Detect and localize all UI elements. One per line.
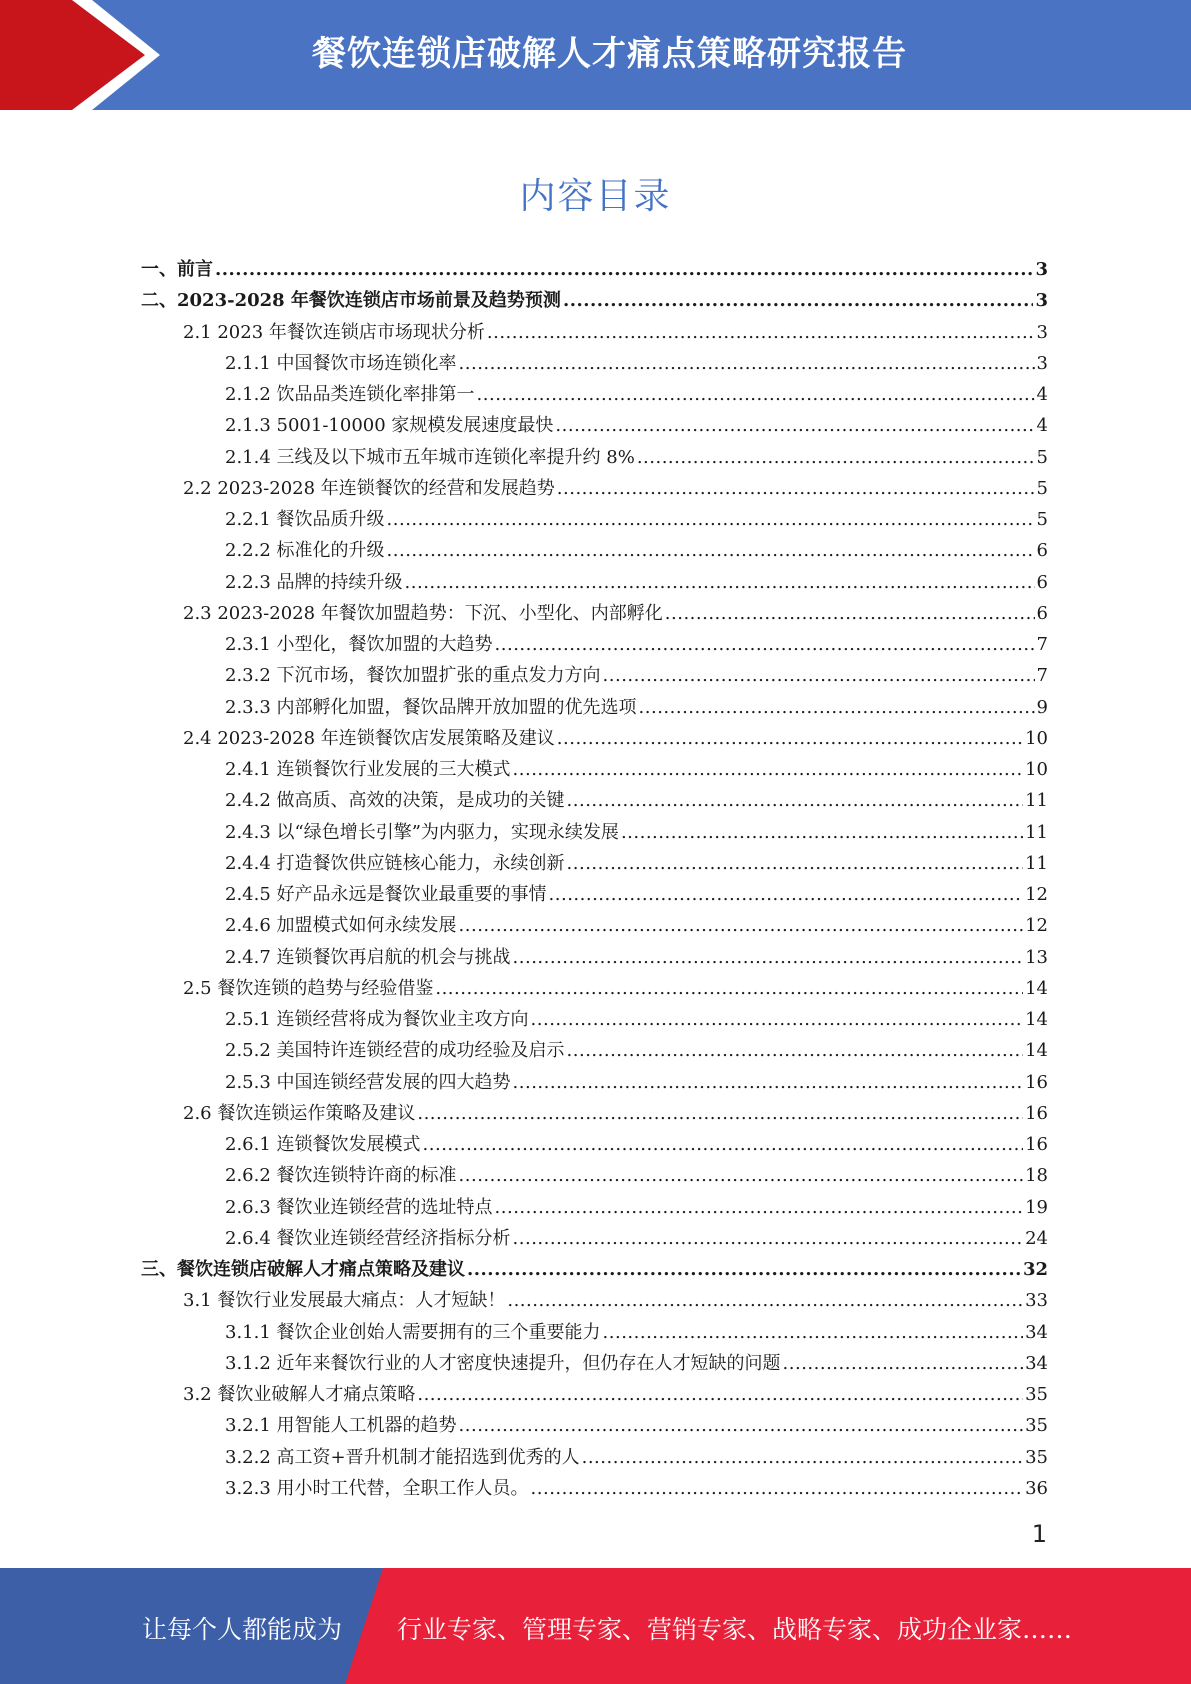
toc-leader-dots [495,629,1035,660]
toc-entry-page: 4 [1036,384,1048,405]
toc-entry[interactable] [141,1317,1048,1348]
toc-entry[interactable] [141,942,1048,973]
toc-entry-label: 2.3 2023-2028 年餐饮加盟趋势：下沉、小型化、内部孵化 [183,602,663,624]
toc-entry-label: 2.5.3 中国连锁经营发展的四大趋势 [225,1071,511,1093]
toc-entry[interactable] [141,254,1048,285]
toc-leader-dots [621,817,1023,848]
toc-entry-label: 2.4.6 加盟模式如何永续发展 [225,915,457,937]
toc-entry[interactable] [141,879,1048,910]
toc-entry-page: 7 [1036,634,1048,655]
toc-entry[interactable] [141,1254,1048,1285]
toc-leader-dots [459,910,1024,941]
footer-slogan-left: 让每个人都能成为 [142,1615,343,1644]
toc-leader-dots [405,567,1035,598]
toc-entry-page: 4 [1036,415,1048,437]
toc-leader-dots [417,1379,1023,1410]
toc-entry[interactable] [141,1129,1048,1160]
toc-entry-page: 11 [1025,852,1048,874]
toc-entry[interactable] [141,848,1048,879]
toc-entry-label: 2.2.2 标准化的升级 [225,540,385,562]
toc-entry-page: 3 [1035,290,1048,312]
toc-entry-label: 2.4 2023-2028 年连锁餐饮店发展策略及建议 [183,727,555,749]
table-of-contents [141,254,1048,1504]
toc-entry-page: 9 [1036,696,1048,718]
toc-entry-page: 3 [1036,321,1048,343]
toc-entry-page: 13 [1025,946,1048,968]
toc-leader-dots [487,317,1035,348]
toc-entry-label: 2.2 2023-2028 年连锁餐饮的经营和发展趋势 [183,477,555,499]
toc-leader-dots [567,785,1024,816]
toc-entry[interactable] [141,504,1048,535]
toc-entry-page: 16 [1025,1102,1048,1124]
toc-leader-dots [603,1317,1024,1348]
toc-leader-dots [513,754,1024,785]
toc-leader-dots [563,285,1034,316]
toc-leader-dots [531,1473,1024,1504]
toc-entry-page: 14 [1025,977,1048,999]
toc-entry-label: 2.3.2 下沉市场，餐饮加盟扩张的重点发力方向 [225,665,601,687]
toc-entry-page: 35 [1025,1415,1048,1437]
toc-entry-page: 12 [1025,915,1048,937]
toc-entry-page: 6 [1036,571,1048,593]
toc-leader-dots [555,410,1034,441]
toc-entry[interactable] [141,442,1048,473]
toc-entry-label: 2.4.4 打造餐饮供应链核心能力，永续创新 [225,852,565,874]
toc-entry-page: 5 [1036,446,1048,468]
toc-entry-label: 3.1.2 近年来餐饮行业的人才密度快速提升，但仍存在人才短缺的问题 [225,1352,781,1374]
toc-entry-label: 2.2.1 餐饮品质升级 [225,509,385,530]
toc-entry-page: 6 [1036,540,1048,562]
toc-leader-dots [603,660,1035,691]
toc-entry-label: 2.3.1 小型化，餐饮加盟的大趋势 [225,634,493,655]
toc-leader-dots [567,848,1024,879]
toc-entry-label: 2.4.7 连锁餐饮再启航的机会与挑战 [225,946,511,968]
toc-entry[interactable] [141,1473,1048,1504]
toc-entry-label: 3.2.2 高工资+晋升机制才能招选到优秀的人 [225,1446,580,1468]
toc-entry-label: 2.5.1 连锁经营将成为餐饮业主攻方向 [225,1009,529,1030]
toc-entry[interactable] [141,317,1048,348]
toc-leader-dots [549,879,1024,910]
toc-leader-dots [495,1192,1024,1223]
header-band [0,0,1191,110]
toc-entry-label: 二、2023-2028 年餐饮连锁店市场前景及趋势预测 [141,290,561,312]
toc-entry-page: 32 [1022,1259,1048,1280]
toc-leader-dots [582,1442,1023,1473]
toc-entry-page: 18 [1025,1165,1048,1187]
toc-entry-page: 11 [1025,790,1048,812]
toc-entry[interactable] [141,910,1048,941]
footer-slogan-right: 行业专家、管理专家、营销专家、战略专家、成功企业家…… [397,1615,1073,1644]
toc-entry-page: 5 [1036,477,1048,499]
toc-leader-dots [513,1223,1024,1254]
toc-leader-dots [557,723,1023,754]
toc-entry-page: 5 [1036,509,1048,530]
toc-leader-dots [477,379,1035,410]
toc-leader-dots [459,1160,1024,1191]
toc-entry[interactable] [141,535,1048,566]
toc-entry-label: 2.4.2 做高质、高效的决策，是成功的关键 [225,790,565,812]
toc-entry-page: 3 [1036,352,1048,374]
toc-entry-label: 2.4.3 以“绿色增长引擎”为内驱力，实现永续发展 [225,821,619,843]
toc-entry-page: 35 [1025,1384,1048,1405]
toc-entry-label: 2.6.2 餐饮连锁特许商的标准 [225,1165,457,1187]
toc-leader-dots [459,1410,1024,1441]
toc-entry[interactable] [141,285,1048,316]
toc-entry[interactable] [141,660,1048,691]
toc-entry-page: 16 [1025,1134,1048,1155]
toc-entry-page: 16 [1025,1071,1048,1093]
toc-entry-label: 2.4.5 好产品永远是餐饮业最重要的事情 [225,884,547,905]
toc-entry[interactable] [141,473,1048,504]
toc-entry[interactable] [141,692,1048,723]
toc-entry-page: 24 [1025,1227,1048,1249]
toc-leader-dots [665,598,1035,629]
toc-entry-label: 3.1.1 餐饮企业创始人需要拥有的三个重要能力 [225,1321,601,1343]
toc-leader-dots [557,473,1035,504]
toc-entry-label: 2.6 餐饮连锁运作策略及建议 [183,1102,416,1124]
toc-entry-label: 三、餐饮连锁店破解人才痛点策略及建议 [141,1259,465,1280]
toc-leader-dots [387,504,1035,535]
toc-leader-dots [435,973,1023,1004]
toc-entry[interactable] [141,348,1048,379]
toc-entry-label: 2.4.1 连锁餐饮行业发展的三大模式 [225,759,511,780]
toc-leader-dots [783,1348,1024,1379]
toc-entry[interactable] [141,1223,1048,1254]
toc-leader-dots [531,1004,1024,1035]
toc-entry-page: 6 [1036,602,1048,624]
toc-entry[interactable] [141,1004,1048,1035]
toc-entry-page: 34 [1025,1352,1048,1374]
toc-entry[interactable] [141,629,1048,660]
toc-entry[interactable] [141,1285,1048,1316]
toc-entry-label: 2.1.4 三线及以下城市五年城市连锁化率提升约 8% [225,446,635,468]
toc-entry[interactable] [141,1067,1048,1098]
toc-entry[interactable] [141,1192,1048,1223]
toc-entry[interactable] [141,1348,1048,1379]
toc-entry[interactable] [141,567,1048,598]
toc-entry-label: 3.1 餐饮行业发展最大痛点：人才短缺！ [183,1290,506,1312]
toc-entry[interactable] [141,723,1048,754]
toc-leader-dots [637,442,1035,473]
toc-entry-page: 3 [1035,259,1048,280]
toc-entry-label: 2.1 2023 年餐饮连锁店市场现状分析 [183,321,485,343]
page-number: 1 [1031,1520,1047,1548]
footer-band [0,1568,1191,1684]
toc-entry-label: 2.5.2 美国特许连锁经营的成功经验及启示 [225,1040,565,1062]
toc-entry-label: 一、前言 [141,259,213,280]
toc-entry-label: 2.3.3 内部孵化加盟，餐饮品牌开放加盟的优先选项 [225,696,637,718]
toc-entry-label: 2.2.3 品牌的持续升级 [225,571,403,593]
toc-entry-label: 3.2 餐饮业破解人才痛点策略 [183,1384,416,1405]
toc-entry-page: 11 [1025,821,1048,843]
toc-leader-dots [215,254,1033,285]
toc-leader-dots [417,1098,1023,1129]
toc-entry-page: 14 [1025,1009,1048,1030]
toc-leader-dots [507,1285,1023,1316]
toc-entry-label: 2.6.4 餐饮业连锁经营经济指标分析 [225,1227,511,1249]
toc-entry-page: 35 [1025,1446,1048,1468]
toc-entry[interactable] [141,379,1048,410]
toc-entry-label: 2.5 餐饮连锁的趋势与经验借鉴 [183,977,434,999]
toc-entry-page: 34 [1025,1321,1048,1343]
toc-leader-dots [567,1035,1024,1066]
toc-entry-page: 10 [1025,727,1048,749]
toc-entry-page: 14 [1025,1040,1048,1062]
toc-heading: 内容目录 [519,176,672,217]
toc-leader-dots [513,1067,1024,1098]
toc-entry-page: 33 [1025,1290,1048,1312]
toc-entry[interactable] [141,817,1048,848]
toc-entry[interactable] [141,1442,1048,1473]
toc-entry[interactable] [141,973,1048,1004]
toc-entry-label: 2.1.2 饮品品类连锁化率排第一 [225,384,475,405]
toc-entry-label: 2.1.1 中国餐饮市场连锁化率 [225,352,457,374]
toc-entry[interactable] [141,754,1048,785]
toc-entry-page: 36 [1025,1477,1048,1499]
toc-entry[interactable] [141,410,1048,441]
toc-entry[interactable] [141,1410,1048,1441]
toc-leader-dots [513,942,1024,973]
toc-entry-page: 10 [1025,759,1048,780]
toc-leader-dots [459,348,1035,379]
report-title: 餐饮连锁店破解人才痛点策略研究报告 [312,34,907,74]
toc-entry-page: 7 [1036,665,1048,687]
toc-entry[interactable] [141,785,1048,816]
toc-leader-dots [387,535,1035,566]
toc-leader-dots [423,1129,1024,1160]
toc-entry[interactable] [141,598,1048,629]
toc-entry-label: 2.6.3 餐饮业连锁经营的选址特点 [225,1196,493,1218]
toc-entry-label: 3.2.1 用智能人工机器的趋势 [225,1415,457,1437]
toc-entry[interactable] [141,1035,1048,1066]
toc-entry-label: 2.1.3 5001-10000 家规模发展速度最快 [225,415,554,437]
toc-leader-dots [467,1254,1021,1285]
toc-entry-page: 19 [1025,1196,1048,1218]
toc-entry[interactable] [141,1098,1048,1129]
toc-entry-label: 2.6.1 连锁餐饮发展模式 [225,1134,421,1155]
toc-leader-dots [639,692,1035,723]
toc-entry[interactable] [141,1160,1048,1191]
toc-entry-page: 12 [1025,884,1048,905]
toc-entry[interactable] [141,1379,1048,1410]
toc-entry-label: 3.2.3 用小时工代替，全职工作人员。 [225,1477,529,1499]
